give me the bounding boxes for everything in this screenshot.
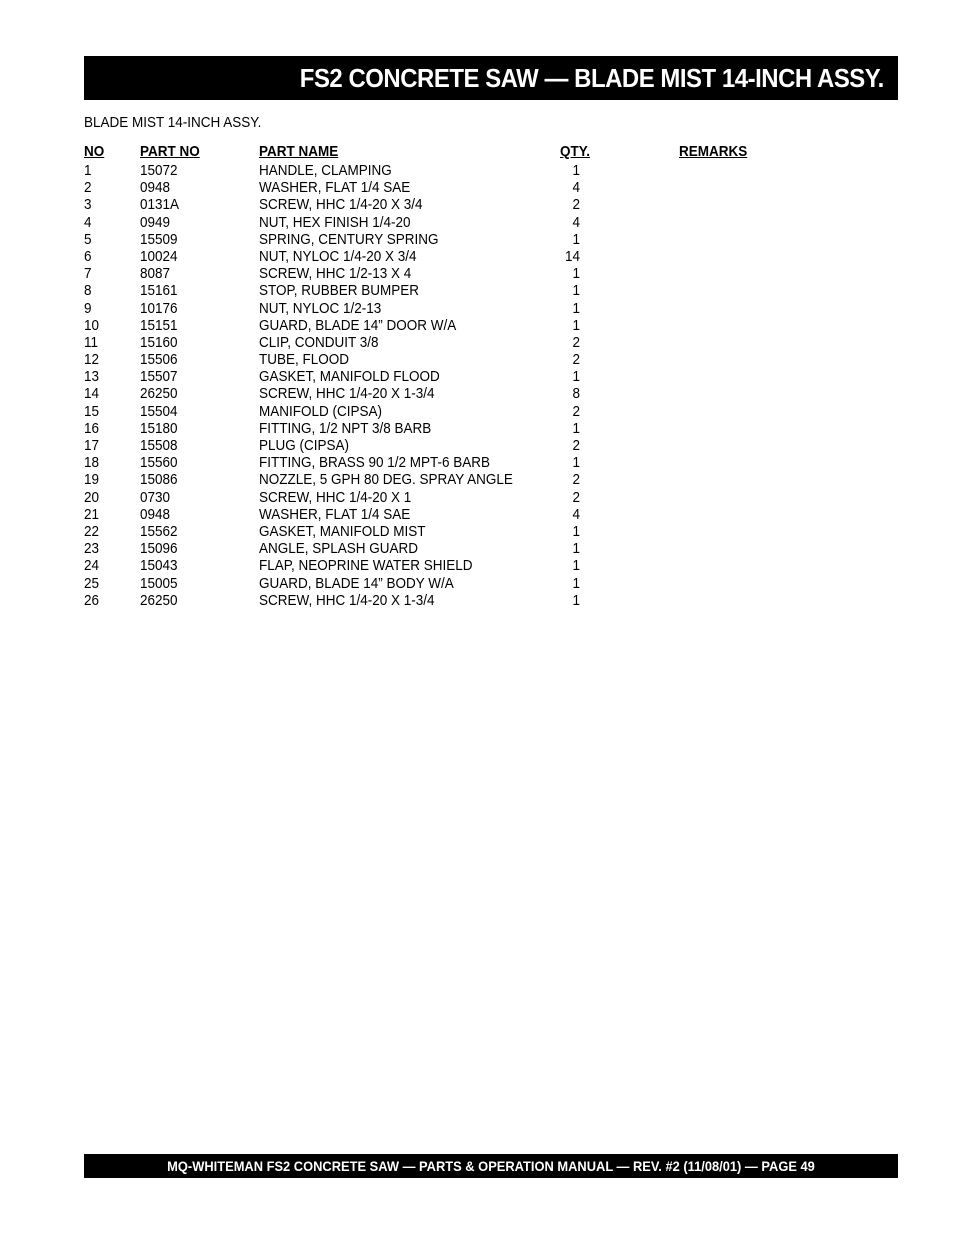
row-part-no: 15509 [140,230,178,248]
row-part-no: 0730 [140,488,171,506]
row-part-name: CLIP, CONDUIT 3/8 [259,333,379,351]
row-part-name: GASKET, MANIFOLD FLOOD [259,368,440,386]
row-no: 7 [84,265,92,283]
row-part-no: 15151 [140,316,178,334]
row-no: 10 [84,316,100,334]
row-qty: 4 [572,505,580,523]
row-part-name: MANIFOLD (CIPSA) [259,402,383,420]
row-no: 17 [84,437,100,454]
table-row [84,368,784,385]
column-header-part-name: PART NAME [259,143,339,160]
row-no: 18 [84,454,100,472]
row-part-no: 15161 [140,282,178,300]
row-part-no: 15086 [140,471,178,489]
row-part-no: 15508 [140,437,178,454]
row-part-name: NUT, HEX FINISH 1/4-20 [259,213,411,231]
row-qty: 1 [572,282,580,300]
row-part-no: 15506 [140,351,178,369]
table-row [84,454,784,471]
parts-table [84,143,784,609]
row-qty: 1 [572,540,580,558]
table-row [84,575,784,592]
table-header [84,143,784,162]
row-part-name: SCREW, HHC 1/4-20 X 1-3/4 [259,385,435,403]
row-part-name: WASHER, FLAT 1/4 SAE [259,179,411,197]
row-qty: 2 [572,351,580,369]
row-part-name: NUT, NYLOC 1/4-20 X 3/4 [259,247,417,265]
row-qty: 1 [572,454,580,472]
row-no: 3 [84,196,92,214]
row-part-name: NOZZLE, 5 GPH 80 DEG. SPRAY ANGLE [259,471,513,489]
row-part-name: WASHER, FLAT 1/4 SAE [259,505,411,523]
row-no: 19 [84,471,100,489]
row-qty: 1 [572,162,580,179]
row-part-name: PLUG (CIPSA) [259,437,350,454]
table-row [84,334,784,351]
row-qty: 2 [572,402,580,420]
table-row [84,489,784,506]
page-title: FS2 CONCRETE SAW — BLADE MIST 14-INCH ASSY. [299,62,884,93]
row-qty: 2 [572,488,580,506]
row-no: 6 [84,247,92,265]
row-part-name: SCREW, HHC 1/4-20 X 1 [259,488,412,506]
table-row [84,506,784,523]
row-part-no: 8087 [140,265,171,283]
table-row [84,179,784,196]
row-part-name: SCREW, HHC 1/2-13 X 4 [259,265,412,283]
row-no: 5 [84,230,92,248]
row-no: 15 [84,402,100,420]
table-row [84,214,784,231]
row-qty: 4 [572,179,580,197]
row-qty: 14 [564,247,580,265]
table-row [84,471,784,488]
row-no: 9 [84,299,92,317]
row-part-name: STOP, RUBBER BUMPER [259,282,420,300]
row-qty: 2 [572,333,580,351]
row-part-no: 15043 [140,557,178,575]
row-part-name: FITTING, BRASS 90 1/2 MPT-6 BARB [259,454,491,472]
row-part-name: TUBE, FLOOD [259,351,350,369]
row-qty: 1 [572,419,580,437]
row-no: 26 [84,591,100,609]
footer-bar [84,1154,898,1178]
row-no: 4 [84,213,92,231]
row-no: 13 [84,368,100,386]
row-part-no: 15096 [140,540,178,558]
page-title-bar [84,56,898,100]
row-no: 22 [84,522,100,540]
row-part-name: ANGLE, SPLASH GUARD [259,540,419,558]
row-no: 23 [84,540,100,558]
row-part-no: 26250 [140,385,178,403]
row-qty: 2 [572,437,580,454]
column-header-qty: QTY. [560,143,591,160]
row-part-no: 0949 [140,213,171,231]
table-row [84,437,784,454]
row-no: 25 [84,574,100,592]
table-row [84,231,784,248]
table-row [84,300,784,317]
row-part-name: SPRING, CENTURY SPRING [259,230,439,248]
row-part-name: GUARD, BLADE 14” DOOR W/A [259,316,457,334]
row-qty: 1 [572,230,580,248]
column-header-remarks: REMARKS [679,143,748,160]
row-part-no: 15504 [140,402,178,420]
row-part-no: 15562 [140,522,178,540]
row-part-no: 10024 [140,247,178,265]
table-row [84,351,784,368]
row-qty: 1 [572,316,580,334]
row-part-no: 15507 [140,368,178,386]
row-part-no: 15180 [140,419,178,437]
row-qty: 1 [572,265,580,283]
row-part-name: HANDLE, CLAMPING [259,162,392,179]
table-body [84,162,784,609]
row-no: 11 [84,333,99,351]
row-qty: 1 [572,522,580,540]
row-part-no: 15560 [140,454,178,472]
row-part-name: GASKET, MANIFOLD MIST [259,522,426,540]
row-no: 14 [84,385,100,403]
row-qty: 1 [572,299,580,317]
row-part-name: SCREW, HHC 1/4-20 X 1-3/4 [259,591,435,609]
table-row [84,248,784,265]
row-part-name: FLAP, NEOPRINE WATER SHIELD [259,557,473,575]
row-part-name: GUARD, BLADE 14” BODY W/A [259,574,454,592]
row-part-no: 26250 [140,591,178,609]
row-no: 8 [84,282,92,300]
row-qty: 4 [572,213,580,231]
row-qty: 2 [572,196,580,214]
row-qty: 1 [572,591,580,609]
table-row [84,282,784,299]
section-title: BLADE MIST 14-INCH ASSY. [84,114,262,131]
column-header-part-no: PART NO [140,143,200,160]
table-row [84,523,784,540]
row-part-no: 0948 [140,179,171,197]
row-qty: 1 [572,574,580,592]
table-row [84,317,784,334]
row-part-no: 15005 [140,574,178,592]
row-part-no: 15160 [140,333,178,351]
row-no: 24 [84,557,100,575]
row-no: 16 [84,419,100,437]
column-header-no: NO [84,143,105,160]
row-qty: 1 [572,557,580,575]
table-row [84,265,784,282]
row-part-no: 15072 [140,162,178,179]
row-no: 1 [84,162,92,179]
row-part-name: NUT, NYLOC 1/2-13 [259,299,382,317]
row-no: 21 [84,505,100,523]
footer-text: MQ-WHITEMAN FS2 CONCRETE SAW — PARTS & OPERATION MANUAL — REV. #2 (11/08/01) — PAGE 49 [167,1158,815,1174]
row-qty: 8 [572,385,580,403]
row-qty: 1 [572,368,580,386]
table-row [84,540,784,557]
row-part-name: SCREW, HHC 1/4-20 X 3/4 [259,196,423,214]
row-part-no: 0131A [140,196,180,214]
table-row [84,162,784,179]
row-part-no: 10176 [140,299,178,317]
table-row [84,592,784,609]
table-row [84,196,784,213]
row-part-no: 0948 [140,505,171,523]
table-row [84,420,784,437]
row-no: 2 [84,179,92,197]
row-part-name: FITTING, 1/2 NPT 3/8 BARB [259,419,432,437]
row-no: 12 [84,351,100,369]
row-qty: 2 [572,471,580,489]
row-no: 20 [84,488,100,506]
table-row [84,403,784,420]
table-row [84,557,784,574]
table-row [84,385,784,402]
